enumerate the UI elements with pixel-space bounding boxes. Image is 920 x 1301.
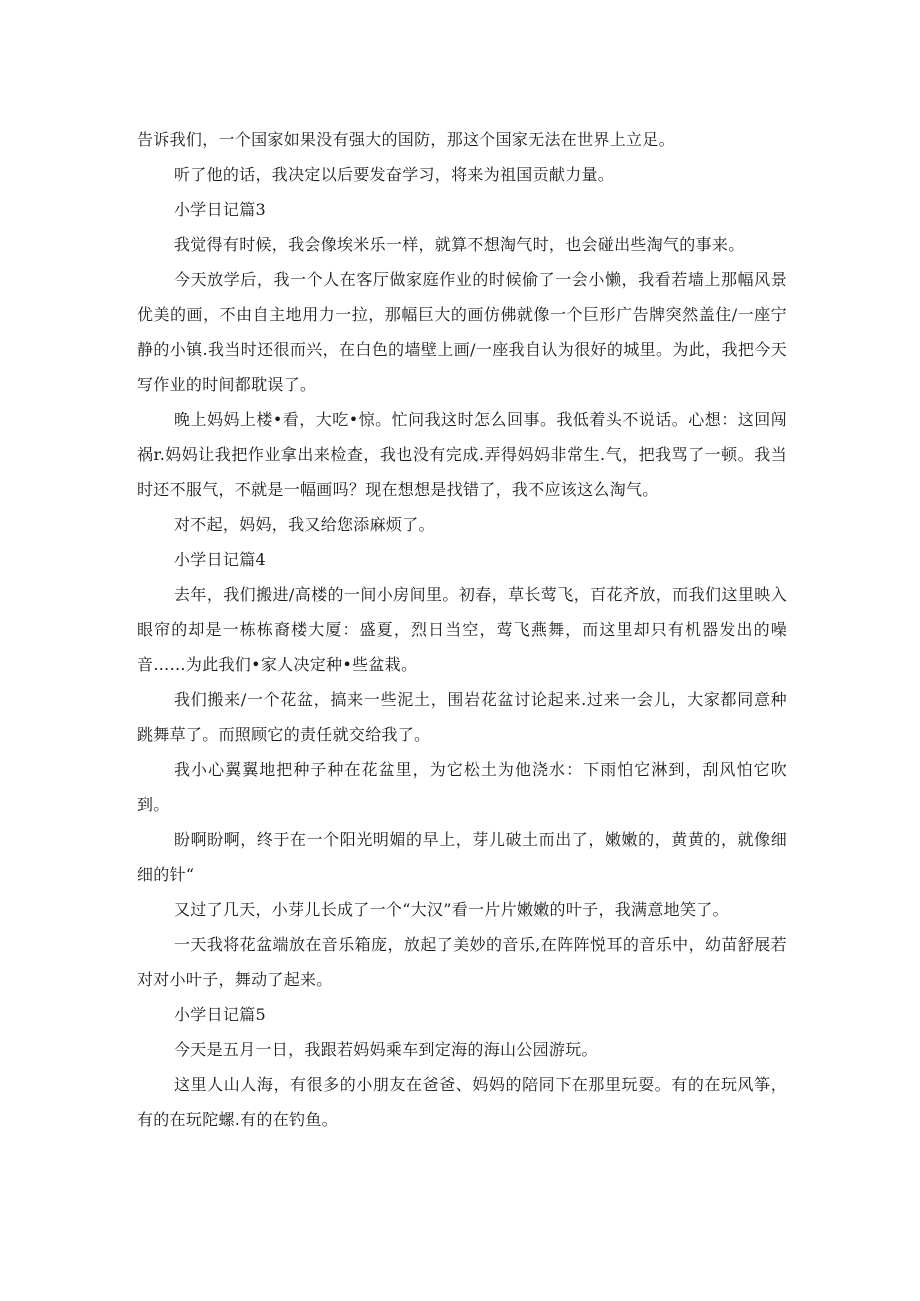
paragraph-2: 听了他的话，我决定以后要发奋学习，将来为祖国贡献力量。	[174, 165, 615, 184]
paragraph-13: 今天是五月一日，我跟若妈妈乘车到定海的海山公园游玩。	[174, 1040, 598, 1059]
paragraph-3: 我觉得有时候，我会像埃米乐一样，就算不想淘气时，也会碰出些淘气的事来。	[174, 235, 745, 254]
document-body	[137, 122, 787, 1137]
paragraph-10: 盼啊盼啊，终于在一个阳光明媚的早上，芽儿破土而出了，嫩嫩的，黄黄的，就像细细的针“	[137, 830, 787, 884]
section-heading-5: 小学日记篇5	[174, 1005, 266, 1024]
section-heading-4: 小学日记篇4	[174, 550, 266, 569]
paragraph-5: 晚上妈妈上楼•看，大吃•惊。忙问我这时怎么回事。我低着头不说话。心想：这回闯祸r.妈妈让我把作业拿出来检查，我也没有完成.弄得妈妈非常生.气，把我骂了一顿。我当时还不服气，不就是一幅画吗？现在想想是找错了，我不应该这么淘气。	[137, 410, 787, 499]
paragraph-1: 告诉我们，一个国家如果没有强大的国防，那这个国家无法在世界上立足。	[137, 130, 675, 149]
paragraph-8: 我们搬来/一个花盆，搞来一些泥土，围岩花盆讨论起来.过来一会儿，大家都同意种跳舞草了。而照顾它的责任就交给我了。	[137, 690, 787, 744]
paragraph-11: 又过了几天，小芽儿长成了一个“大汉”看一片片嫩嫩的叶子，我满意地笑了。	[174, 900, 729, 919]
paragraph-6: 对不起，妈妈，我又给您添麻烦了。	[174, 515, 435, 534]
paragraph-9: 我小心翼翼地把种子种在花盆里，为它松土为他浇水：下雨怕它淋到，刮风怕它吹到。	[137, 760, 787, 814]
paragraph-4: 今天放学后，我一个人在客厅做家庭作业的时候偷了一会小懒，我看若墙上那幅风景优美的画，不由自主地用力一拉，那幅巨大的画仿佛就像一个巨形广告牌突然盖住/一座宁静的小镇.我当时还很而兴，在白色的墙壁上画/一座我自认为很好的城里。为此，我把今天写作业的时间都耽误了。	[137, 270, 787, 394]
paragraph-7: 去年，我们搬进/高楼的一间小房间里。初春，草长莺飞，百花齐放，而我们这里映入眼帘的却是一栋栋裔楼大厦：盛夏，烈日当空，莺飞燕舞，而这里却只有机器发出的噪音……为此我们•家人决定种•些盆栽。	[137, 585, 787, 674]
section-heading-3: 小学日记篇3	[174, 200, 266, 219]
paragraph-12: 一天我将花盆端放在音乐箱庞，放起了美妙的音乐,在阵阵悦耳的音乐中，幼苗舒展若对对小叶子，舞动了起来。	[137, 935, 787, 989]
paragraph-14: 这里人山人海，有很多的小朋友在爸爸、妈妈的陪同下在那里玩耍。有的在玩风筝，有的在玩陀螺.有的在钓鱼。	[137, 1075, 787, 1129]
